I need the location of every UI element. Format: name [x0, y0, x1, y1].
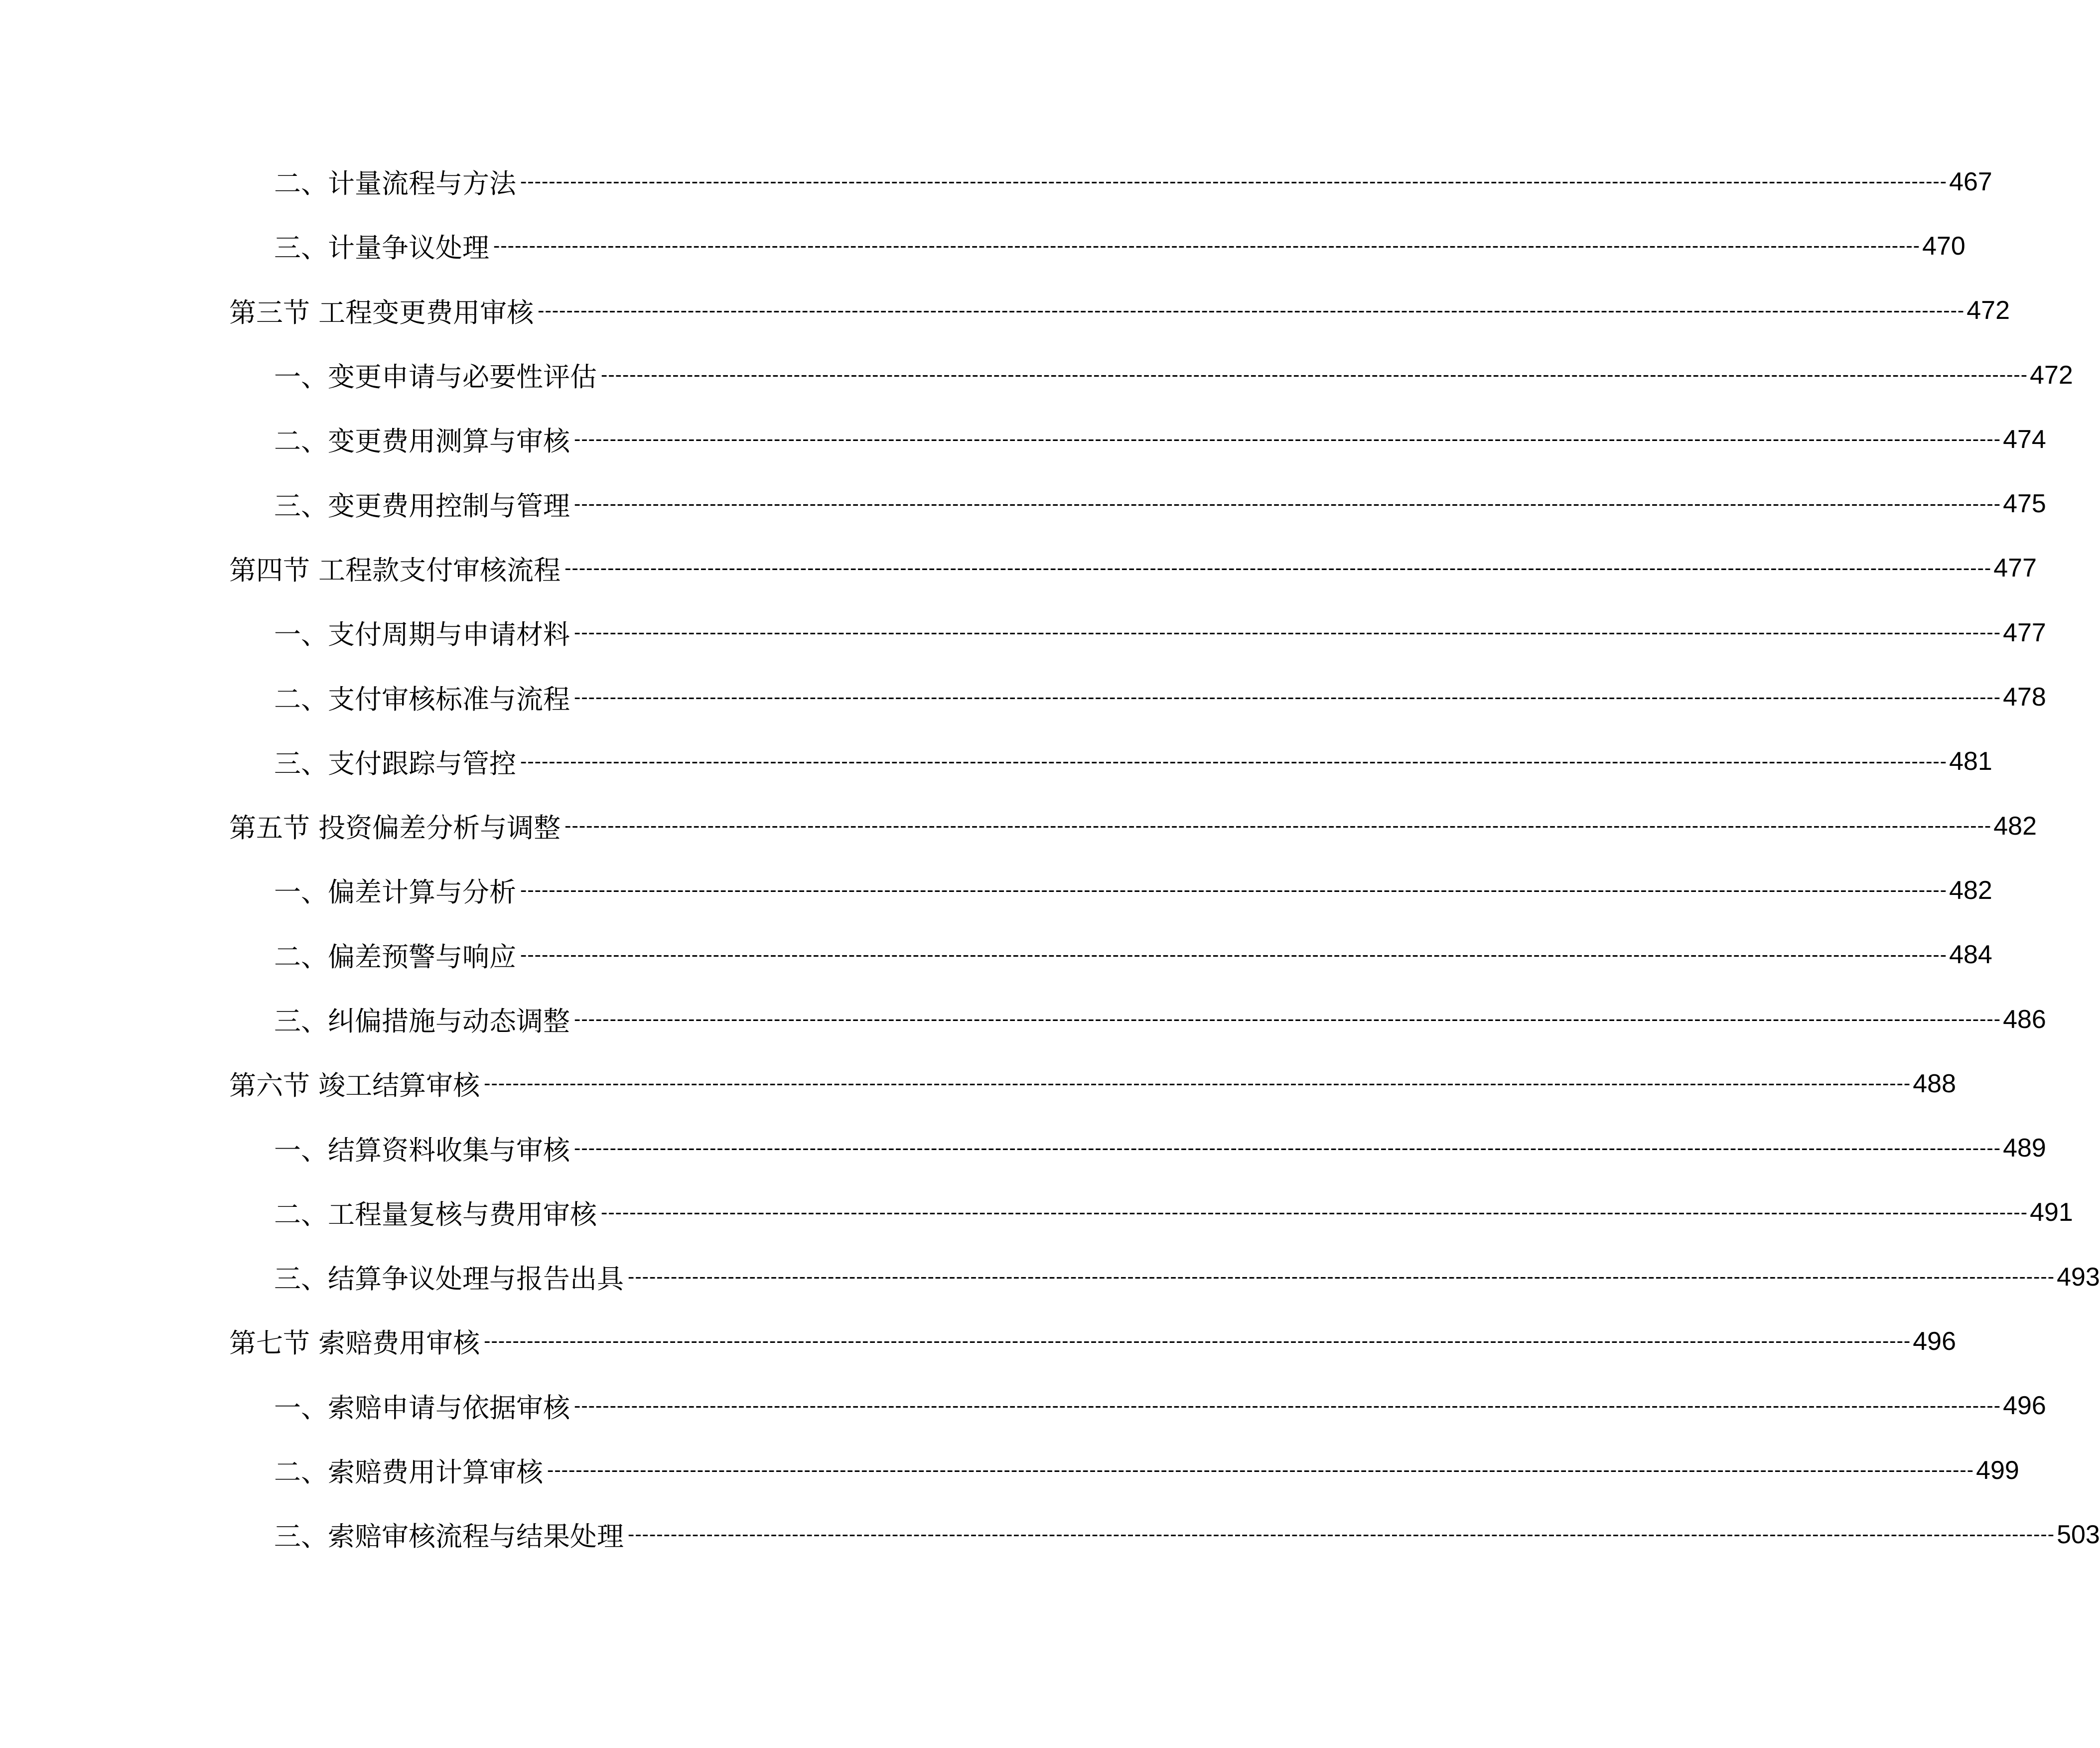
toc-entry-title: 一、索赔申请与依据审核: [274, 1392, 570, 1424]
toc-section-entry[interactable]: [229, 536, 2037, 600]
toc-dot-leader: --------------------------------------------------------------------------------------------------------------------------------------------------------------------------------------------------------: [564, 557, 1992, 579]
toc-subsection-entry[interactable]: [229, 858, 1992, 922]
toc-entry-title: 三、索赔审核流程与结果处理: [274, 1521, 624, 1553]
toc-entry-title: 二、支付审核标准与流程: [274, 683, 570, 715]
toc-entry-title: 三、变更费用控制与管理: [274, 490, 570, 522]
toc-entry-title: 第五节 投资偏差分析与调整: [229, 812, 561, 844]
toc-entry-title: 一、变更申请与必要性评估: [274, 361, 597, 393]
toc-subsection-entry[interactable]: [229, 1180, 2073, 1245]
toc-entry-title: 三、结算争议处理与报告出具: [274, 1263, 624, 1295]
toc-page-number: 474: [2003, 425, 2046, 454]
toc-page-number: 503: [2057, 1520, 2100, 1549]
toc-subsection-entry[interactable]: [229, 1374, 2046, 1438]
toc-dot-leader: --------------------------------------------------------------------------------------------------------------------------------------------------------------------------------------------------------: [484, 1072, 1911, 1095]
toc-dot-leader: --------------------------------------------------------------------------------------------------------------------------------------------------------------------------------------------------------: [601, 364, 2028, 386]
toc-dot-leader: --------------------------------------------------------------------------------------------------------------------------------------------------------------------------------------------------------: [520, 943, 1948, 966]
toc-entry-title: 二、计量流程与方法: [274, 168, 516, 200]
toc-entry-title: 三、支付跟踪与管控: [274, 747, 516, 779]
toc-dot-leader: --------------------------------------------------------------------------------------------------------------------------------------------------------------------------------------------------------: [628, 1266, 2055, 1288]
toc-subsection-entry[interactable]: [229, 343, 2073, 407]
toc-page-number: 496: [1913, 1326, 1956, 1356]
toc-page-number: 477: [2003, 618, 2046, 647]
toc-subsection-entry[interactable]: [229, 1245, 2100, 1309]
toc-page-number: 472: [1966, 296, 2010, 325]
toc-entry-title: 一、偏差计算与分析: [274, 876, 516, 908]
toc-subsection-entry[interactable]: [229, 665, 2046, 729]
toc-page-number: 475: [2003, 489, 2046, 519]
toc-entry-title: 一、支付周期与申请材料: [274, 619, 570, 651]
toc-page-number: 484: [1949, 940, 1992, 970]
toc-page-number: 472: [2030, 360, 2073, 390]
toc-dot-leader: --------------------------------------------------------------------------------------------------------------------------------------------------------------------------------------------------------: [547, 1459, 1974, 1481]
toc-dot-leader: --------------------------------------------------------------------------------------------------------------------------------------------------------------------------------------------------------: [520, 170, 1948, 193]
toc-subsection-entry[interactable]: [229, 407, 2046, 471]
toc-dot-leader: --------------------------------------------------------------------------------------------------------------------------------------------------------------------------------------------------------: [574, 621, 2001, 644]
toc-entry-title: 一、结算资料收集与审核: [274, 1134, 570, 1166]
toc-subsection-entry[interactable]: [229, 471, 2046, 536]
toc-subsection-entry[interactable]: [229, 729, 1992, 794]
toc-dot-leader: --------------------------------------------------------------------------------------------------------------------------------------------------------------------------------------------------------: [574, 1137, 2001, 1159]
toc-page-number: 478: [2003, 683, 2046, 712]
toc-page-number: 486: [2003, 1005, 2046, 1034]
toc-page-number: 482: [1949, 875, 1992, 905]
toc-subsection-entry[interactable]: [229, 149, 1992, 214]
toc-entry-title: 第七节 索赔费用审核: [229, 1327, 480, 1359]
toc-dot-leader: --------------------------------------------------------------------------------------------------------------------------------------------------------------------------------------------------------: [574, 1394, 2001, 1417]
toc-dot-leader: --------------------------------------------------------------------------------------------------------------------------------------------------------------------------------------------------------: [493, 235, 1921, 257]
toc-entry-title: 第六节 竣工结算审核: [229, 1070, 480, 1102]
toc-dot-leader: --------------------------------------------------------------------------------------------------------------------------------------------------------------------------------------------------------: [538, 299, 1965, 321]
toc-dot-leader: --------------------------------------------------------------------------------------------------------------------------------------------------------------------------------------------------------: [574, 686, 2001, 708]
toc-page-number: 491: [2030, 1198, 2073, 1227]
toc-dot-leader: --------------------------------------------------------------------------------------------------------------------------------------------------------------------------------------------------------: [574, 428, 2001, 450]
table-of-contents: [229, 149, 2100, 1567]
toc-page-number: 496: [2003, 1391, 2046, 1421]
toc-entry-title: 二、偏差预警与响应: [274, 941, 516, 973]
toc-subsection-entry[interactable]: [229, 987, 2046, 1051]
toc-page-number: 470: [1922, 231, 1965, 261]
toc-dot-leader: --------------------------------------------------------------------------------------------------------------------------------------------------------------------------------------------------------: [564, 815, 1992, 837]
toc-subsection-entry[interactable]: [229, 214, 1965, 278]
toc-page-number: 489: [2003, 1134, 2046, 1163]
toc-section-entry[interactable]: [229, 794, 2037, 858]
toc-entry-title: 第四节 工程款支付审核流程: [229, 554, 561, 586]
toc-entry-title: 二、变更费用测算与审核: [274, 426, 570, 457]
toc-page-number: 493: [2057, 1262, 2100, 1292]
toc-section-entry[interactable]: [229, 1309, 1956, 1373]
toc-page-number: 488: [1913, 1069, 1956, 1098]
toc-page-number: 499: [1976, 1456, 2019, 1485]
toc-dot-leader: --------------------------------------------------------------------------------------------------------------------------------------------------------------------------------------------------------: [484, 1330, 1911, 1352]
toc-subsection-entry[interactable]: [229, 1116, 2046, 1180]
toc-dot-leader: --------------------------------------------------------------------------------------------------------------------------------------------------------------------------------------------------------: [574, 492, 2001, 515]
toc-subsection-entry[interactable]: [229, 600, 2046, 665]
toc-page-number: 467: [1949, 167, 1992, 196]
toc-page-number: 477: [1993, 554, 2037, 583]
toc-page-number: 481: [1949, 747, 1992, 776]
toc-subsection-entry[interactable]: [229, 1438, 2019, 1502]
toc-dot-leader: --------------------------------------------------------------------------------------------------------------------------------------------------------------------------------------------------------: [520, 879, 1948, 901]
toc-dot-leader: --------------------------------------------------------------------------------------------------------------------------------------------------------------------------------------------------------: [601, 1201, 2028, 1223]
toc-dot-leader: --------------------------------------------------------------------------------------------------------------------------------------------------------------------------------------------------------: [574, 1008, 2001, 1030]
toc-dot-leader: --------------------------------------------------------------------------------------------------------------------------------------------------------------------------------------------------------: [520, 750, 1948, 772]
toc-section-entry[interactable]: [229, 1051, 1956, 1116]
toc-subsection-entry[interactable]: [229, 1502, 2100, 1567]
toc-subsection-entry[interactable]: [229, 923, 1992, 987]
toc-dot-leader: --------------------------------------------------------------------------------------------------------------------------------------------------------------------------------------------------------: [628, 1523, 2055, 1546]
toc-entry-title: 二、索赔费用计算审核: [274, 1457, 543, 1488]
toc-page-number: 482: [1993, 811, 2037, 841]
toc-entry-title: 第三节 工程变更费用审核: [229, 296, 534, 328]
toc-entry-title: 三、计量争议处理: [274, 232, 489, 264]
toc-section-entry[interactable]: [229, 279, 2010, 343]
toc-entry-title: 三、纠偏措施与动态调整: [274, 1006, 570, 1037]
toc-entry-title: 二、工程量复核与费用审核: [274, 1198, 597, 1230]
